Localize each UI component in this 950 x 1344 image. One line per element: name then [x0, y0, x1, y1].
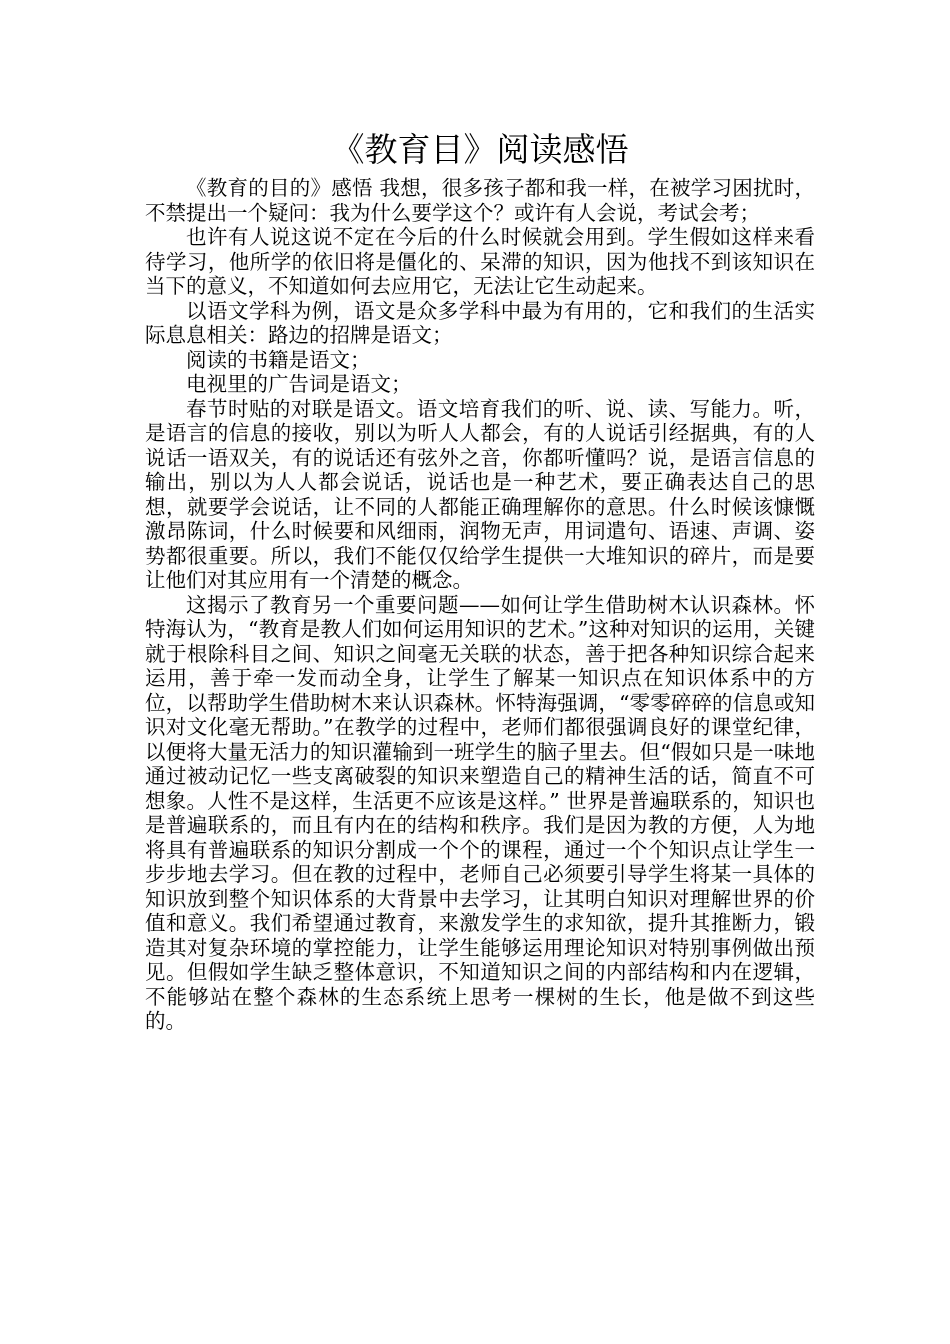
document-title: 《教育目》阅读感悟: [331, 130, 629, 169]
paragraph-intro: 《教育的目的》感悟 我想，很多孩子都和我一样，在被学习困扰时，不禁提出一个疑问：我为什么要学这个？或许有人会说，考试会考；: [145, 176, 815, 225]
paragraph-chinese-example: 以语文学科为例，语文是众多学科中最为有用的，它和我们的生活实际息息相关：路边的招牌是语文；: [145, 298, 815, 347]
paragraph-couplets: 春节时贴的对联是语文。语文培育我们的听、说、读、写能力。听，是语言的信息的接收，别以为听人人都会，有的人说话引经据典，有的人说话一语双关，有的说话还有弦外之音，你都听懂吗？说，是语言信息的输出，别以为人人都会说话，说话也是一种艺术，要正确表达自己的思想，就要学会说话，让不同的人都能正确理解你的意思。什么时候该慷慨激昂陈词，什么时候要和风细雨，润物无声，用词遣句、语速、声调、姿势都很重要。所以，我们不能仅仅给学生提供一大堆知识的碎片，而是要让他们对其应用有一个清楚的概念。: [145, 396, 815, 592]
paragraph-ads: 电视里的广告词是语文；: [186, 372, 412, 396]
paragraph-exam-usage: 也许有人说这说不定在今后的什么时候就会用到。学生假如这样来看待学习，他所学的依旧将是僵化的、呆滞的知识，因为他找不到该知识在当下的意义，不知道如何去应用它，无法让它生动起来。: [145, 225, 815, 298]
document-body: [145, 176, 815, 1034]
paragraph-trees-forest: 这揭示了教育另一个重要问题——如何让学生借助树木认识森林。怀特海认为，“教育是教人们如何运用知识的艺术。”这种对知识的运用，关键就于根除科目之间、知识之间毫无关联的状态，善于把各种知识综合起来运用，善于牵一发而动全身，让学生了解某一知识点在知识体系中的方位，以帮助学生借助树木来认识森林。怀特海强调，“零零碎碎的信息或知识对文化毫无帮助。”在教学的过程中，老师们都很强调良好的课堂纪律，以便将大量无活力的知识灌输到一班学生的脑子里去。但“假如只是一味地通过被动记忆一些支离破裂的知识来塑造自己的精神生活的话，简直不可想象。人性不是这样，生活更不应该是这样。” 世界是普遍联系的，知识也是普遍联系的，而且有内在的结构和秩序。我们是因为教的方便，人为地将具有普遍联系的知识分割成一个个的课程，通过一个个知识点让学生一步步地去学习。但在教的过程中，老师自己必须要引导学生将某一具体的知识放到整个知识体系的大背景中去学习，让其明白知识对理解世界的价值和意义。我们希望通过教育，来激发学生的求知欲，提升其推断力，锻造其对复杂环境的掌控能力，让学生能够运用理论知识对特别事例做出预见。但假如学生缺乏整体意识，不知道知识之间的内部结构和内在逻辑，不能够站在整个森林的生态系统上思考一棵树的生长，他是做不到这些的。: [145, 592, 815, 1033]
paragraph-books: 阅读的书籍是语文；: [186, 347, 371, 372]
